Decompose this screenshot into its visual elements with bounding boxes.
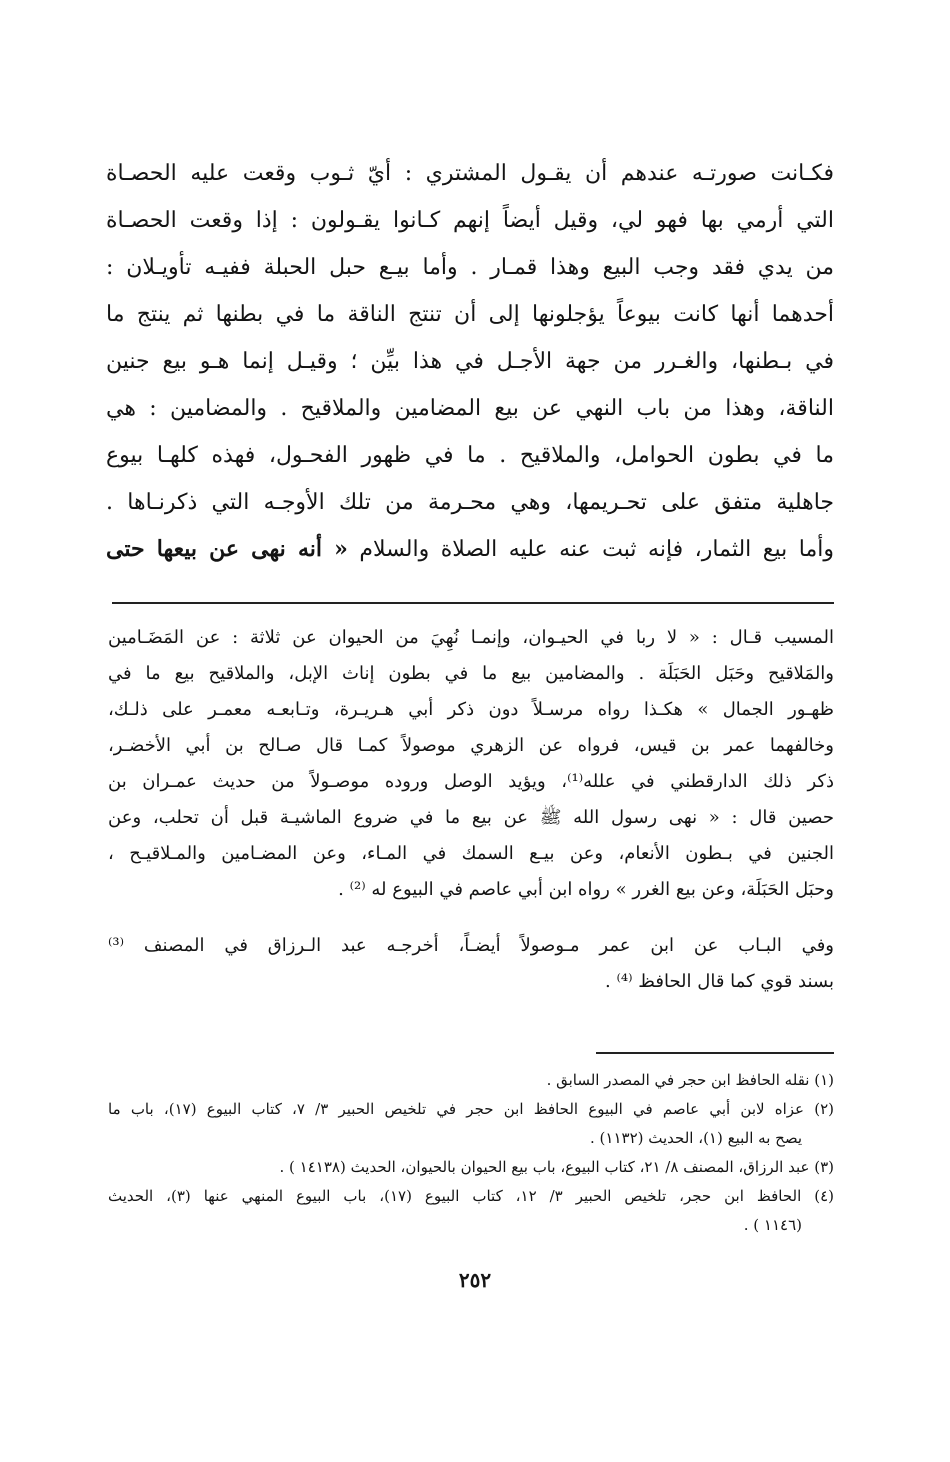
footnote-1: (١) نقله الحافظ ابن حجر في المصدر السابق . bbox=[546, 1071, 834, 1089]
hadith-quote-bold: « أنه نهى عن بيعها حتى bbox=[106, 536, 348, 562]
continued-line: ظهـور الجمال » هكـذا رواه مرسـلاً دون ذكر أبي هـريـرة، وتـابعـه معمـر على ذلـك، bbox=[108, 699, 834, 720]
main-text-last-line bbox=[106, 526, 834, 573]
main-text-line: ما في بطون الحوامل، والملاقيح . ما في ظهور الفحـول، فهذه كلهـا بيوع bbox=[106, 443, 834, 468]
footnote-2-cont: يصح به البيع (١)، الحديث (١١٣٢) . bbox=[590, 1129, 802, 1147]
footnote-4-cont: (١١٤٦ ) . bbox=[743, 1216, 802, 1234]
main-text-line: جاهلية متفق على تحـريمها، وهي محـرمة من تلك الأوجـه التي ذكرنـاها . bbox=[106, 490, 835, 515]
continued-line: والمَلاقيح وحَبَل الحَبَلَة . والمضامين بيع ما في بطون إناث الإبل، والملاقيح بيع ما في bbox=[108, 663, 834, 684]
main-text-line: فكـانت صورتـه عندهم أن يقـول المشتري : أيّ ثـوب وقعت عليه الحصـاة bbox=[106, 161, 834, 186]
footnote-2: (٢) عزاه لابن أبي عاصم في البيوع الحافظ ابن حجر في تلخيص الحبير ٣/ ٧، كتاب البيوع (١٧)، باب ما bbox=[108, 1100, 834, 1118]
continued-line: وحبَل الحَبَلَة، وعن بيع الغرر » رواه ابن أبي عاصم في البيوع له ⁽²⁾ . bbox=[338, 879, 834, 900]
main-text-line: أحدهما أنها كانت بيوعاً يؤجلونها إلى أن تنتج الناقة ما في بطنها ثم ينتج ما bbox=[106, 302, 834, 327]
continued-line: وخالفهما عمر بن قيس، فرواه عن الزهري موصولاً كمـا قال صـالح بن أبي الأخضـر، bbox=[108, 735, 834, 756]
page-number: ٢٥٢ bbox=[458, 1268, 492, 1292]
main-text-plain-part: وأما بيع الثمار، فإنه ثبت عنه عليه الصلاة والسلام bbox=[359, 537, 834, 562]
continued-line: الجنين في بـطون الأنعام، وعن بيـع السمك في المـاء، وعن المضـامين والمـلاقيـح ، bbox=[108, 843, 834, 864]
footnote-3: (٣) عبد الرزاق، المصنف ٨/ ٢١، كتاب البيوع، باب بيع الحيوان بالحيوان، الحديث (١٤١٣٨ ) . bbox=[279, 1158, 834, 1176]
footnote-4: (٤) الحافظ ابن حجر، تلخيص الحبير ٣/ ١٢، كتاب البيوع (١٧)، باب البيوع المنهي عنها (٣)، الحديث bbox=[108, 1187, 834, 1205]
footnote-separator-rule bbox=[596, 1052, 834, 1054]
main-text-block bbox=[106, 150, 834, 573]
continued-para2-line: بسند قوي كما قال الحافظ ⁽⁴⁾ . bbox=[605, 971, 834, 992]
continued-para2-line: وفي البـاب عن ابن عمر مـوصولاً أيضـاً، أخرجـه عبد الـرزاق في المصنف ⁽³⁾ bbox=[108, 935, 834, 956]
continued-line: حصين قال : « نهى رسول الله ﷺ عن بيع ما في ضروع الماشيـة قبل أن تحلب، وعن bbox=[108, 807, 834, 828]
continued-line: ذكر ذلك الدارقطني في علله⁽¹⁾، ويؤيد الوصل وروده موصـولاً من حديث عمـران بن bbox=[108, 771, 835, 792]
continued-footnote-block bbox=[108, 620, 834, 1000]
main-text-line: التي أرمي بها فهو لي، وقيل أيضاً إنهم كـانوا يقـولون : إذا وقعت الحصـاة bbox=[106, 208, 834, 233]
continued-line: المسيب قـال : « لا ربا في الحيـوان، وإنمـا نُهِيَ من الحيوان عن ثلاثة : عن المَضَـامين bbox=[108, 627, 834, 648]
main-text-line: من يدي فقد وجب البيع وهذا قمـار . وأما بيـع حبل الحبلة ففيـه تأويـلان : bbox=[106, 255, 834, 280]
main-separator-rule bbox=[112, 602, 834, 604]
main-text-line: الناقة، وهذا من باب النهي عن بيع المضامين والملاقيح . والمضامين : هي bbox=[106, 396, 834, 421]
footnotes-block bbox=[108, 1066, 834, 1240]
main-text-line: في بـطنها، والغـرر من جهة الأجـل في هذا بيِّن ؛ وقيـل إنما هـو بيع جنين bbox=[106, 349, 834, 374]
